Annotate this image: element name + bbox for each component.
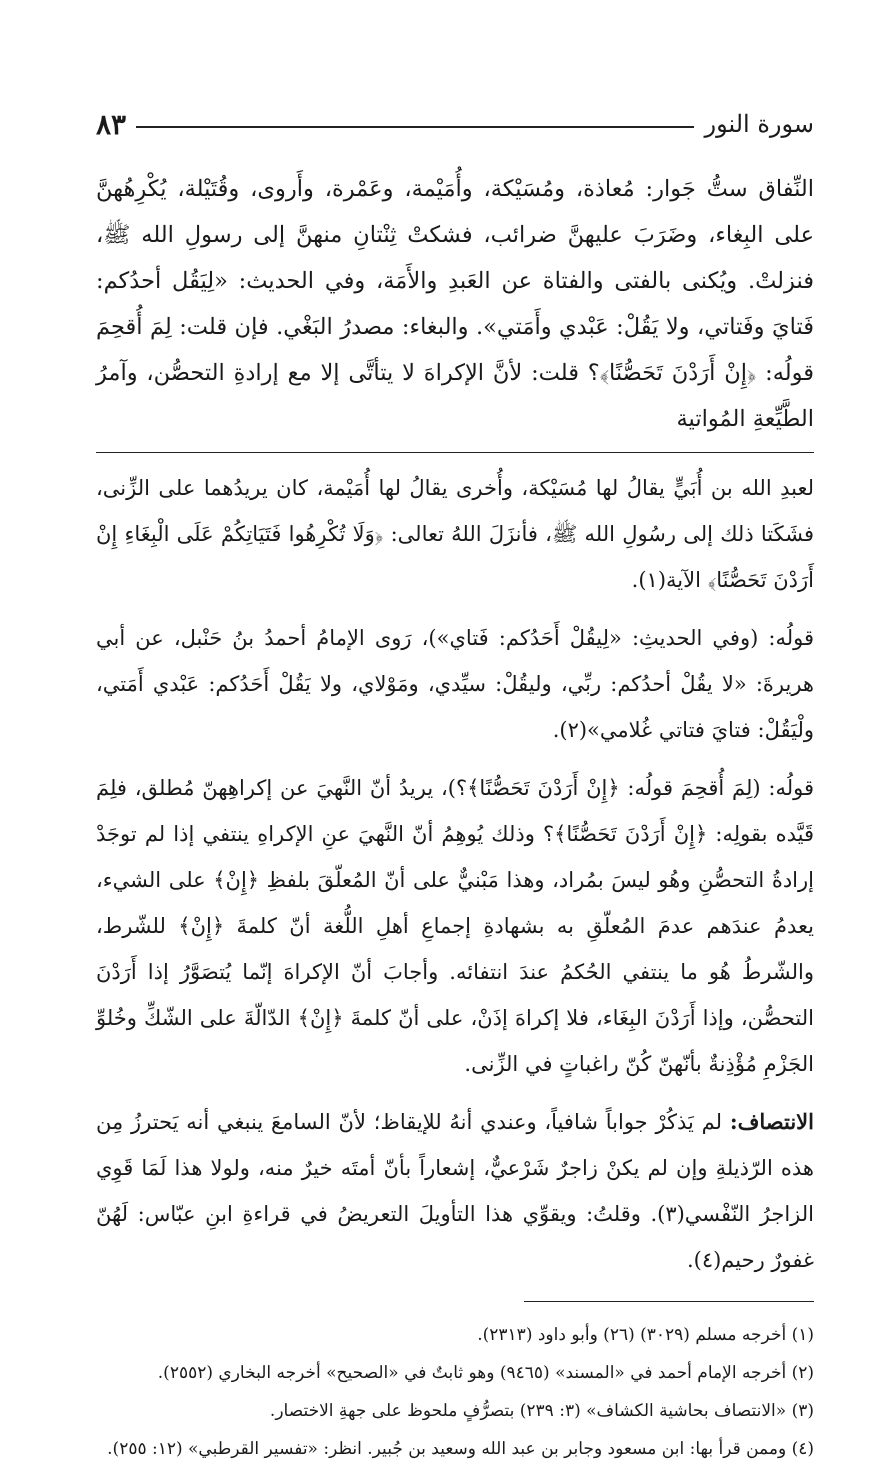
header-rule bbox=[136, 126, 694, 128]
footnote-3: (٣) «الانتصاف بحاشية الكشاف» (٣: ٢٣٩) بتصرُّفٍ ملحوظ على جهةِ الاختصار. bbox=[269, 1401, 814, 1421]
footnotes bbox=[96, 1316, 814, 1468]
footnote-4: (٤) وممن قرأ بها: ابن مسعود وجابر بن عبد الله وسعيد بن جُبير. انظر: «تفسير القرطبي» (١٢: ٢٥٥). bbox=[107, 1439, 814, 1459]
surah-title: سورة النور bbox=[704, 110, 814, 138]
footnote-1: (١) أخرجه مسلم (٣٠٢٩) (٢٦) وأبو داود (٢٣١٣). bbox=[477, 1325, 814, 1345]
main-commentary-separator bbox=[96, 452, 814, 453]
commentary-paragraph-1: لعبدِ الله بن أُبَيٍّ يقالُ لها مُسَيْكة، وأُخرى يقالُ لها أُمَيْمة، كان يريدُهما على الزِّنى، فشَكَتا ذلك إلى رسُولِ الله ﷺ، فأنزَلَ اللهُ تعالى: ﴿وَلَا تُكْرِهُوا فَتَيَاتِكُمْ عَلَى الْبِغَاءِ إِنْ أَرَدْنَ تَحَصُّنًا﴾ الآية(١). bbox=[96, 476, 814, 592]
page-number: ٨٣ bbox=[96, 107, 127, 141]
main-paragraph: النِّفاق ستُّ جَوار: مُعاذة، ومُسَيْكة، وأُمَيْمة، وعَمْرة، وأَروى، وقُتَيْلة، يُكْرِهُهنَّ على البِغاء، وضَرَبَ عليهنَّ ضرائب، فشكتْ ثِنْتانِ منهنَّ إلى رسولِ الله ﷺ، فنزلتْ. ويُكنى بالفتى والفتاة عن العَبدِ والأَمَة، وفي الحديث: «لِيَقُل أحدُكم: فَتايَ وفَتاتي، ولا يَقُلْ: عَبْدي وأَمَتي». والبغاء: مصدرُ البَغْي. فإن قلت: لِمَ أُقحِمَ قولُه: ﴿إِنْ أَرَدْنَ تَحَصُّنًا﴾؟ قلت: لأنَّ الإكراهَ لا يتأتَّى إلا مع إرادةِ التحصُّن، وآمرُ الطَّيِّعةِ المُواتية bbox=[96, 176, 814, 432]
commentary-paragraph-3: قولُه: (لِمَ أُقحِمَ قولُه: ﴿إِنْ أَرَدْنَ تَحَصُّنًا﴾؟)، يريدُ أنّ النَّهيَ عن إكراهِهنّ مُطلق، فلِمَ قَيَّده بقولِه: ﴿إِنْ أَرَدْنَ تَحَصُّنًا﴾؟ وذلك يُوهِمُ أنّ النَّهيَ عنِ الإكراهِ ينتفي إذا لم توجَدْ إرادةُ التحصُّنِ وهُو ليسَ بمُراد، وهذا مَبْنيٌّ على أنّ المُعلّقَ بلفظِ ﴿إِنْ﴾ على الشيء، يعدمُ عندَهم عدمَ المُعلّقِ به بشهادةِ إجماعِ أهلِ اللُّغة أنّ كلمةَ ﴿إِنْ﴾ للشّرط، والشّرطُ هُو ما ينتفي الحُكمُ عندَ انتفائه. وأجابَ أنّ الإكراهَ إنّما يُتصَوَّرُ إذا أَرَدْنَ التحصُّن، وإذا أَرَدْنَ البِغَاء، فلا إكراهَ إذَنْ، على أنّ كلمةَ ﴿إِنْ﴾ الدّالّةَ على الشّكِّ وخُلوِّ الجَزْمِ مُؤْذِنةٌ بأنّهنّ كُنّ راغباتٍ في الزِّنى. bbox=[96, 776, 814, 1076]
running-header bbox=[96, 104, 814, 144]
footnote-2: (٢) أخرجه الإمام أحمد في «المسند» (٩٤٦٥) وهو ثابتٌ في «الصحيح» أخرجه البخاري (٢٥٥٢). bbox=[157, 1363, 814, 1383]
commentary-block bbox=[96, 465, 814, 1283]
book-page bbox=[96, 104, 814, 1468]
intisaf-label: الانتصاف: bbox=[729, 1109, 814, 1134]
commentary-paragraph-2: قولُه: (وفي الحديثِ: «لِيقُلْ أَحَدُكم: فَتاي»)، رَوى الإمامُ أحمدُ بنُ حَنْبل، عن أبي هريرةَ: «لا يقُلْ أحدُكم: ربِّي، وليقُلْ: سيِّدي، ومَوْلاي، ولا يَقُلْ أَحَدُكم: عَبْدي أَمَتي، ولْيَقُلْ: فتايَ فتاتي غُلامي»(٢). bbox=[96, 626, 814, 742]
main-text-block bbox=[96, 166, 814, 442]
commentary-paragraph-4 bbox=[96, 1099, 814, 1283]
footnote-separator bbox=[524, 1301, 814, 1302]
intisaf-text: لم يَذكُرْ جواباً شافياً، وعندي أنهُ للإيقاظ؛ لأنّ السامعَ ينبغي أنه يَحترزُ مِن هذه الرّذيلةِ وإن لم يكنْ زاجرٌ شَرْعيٌّ، إشعاراً بأنّ أمتَه خيرٌ منه، ولولا هذا لَمَا قَوِي الزاجرُ النّفْسي(٣). وقلتُ: ويقوِّي هذا التأويلَ التعريضُ في قراءةِ ابنِ عبّاس: لَهُنّ غفورٌ رحيم(٤). bbox=[96, 1110, 814, 1272]
